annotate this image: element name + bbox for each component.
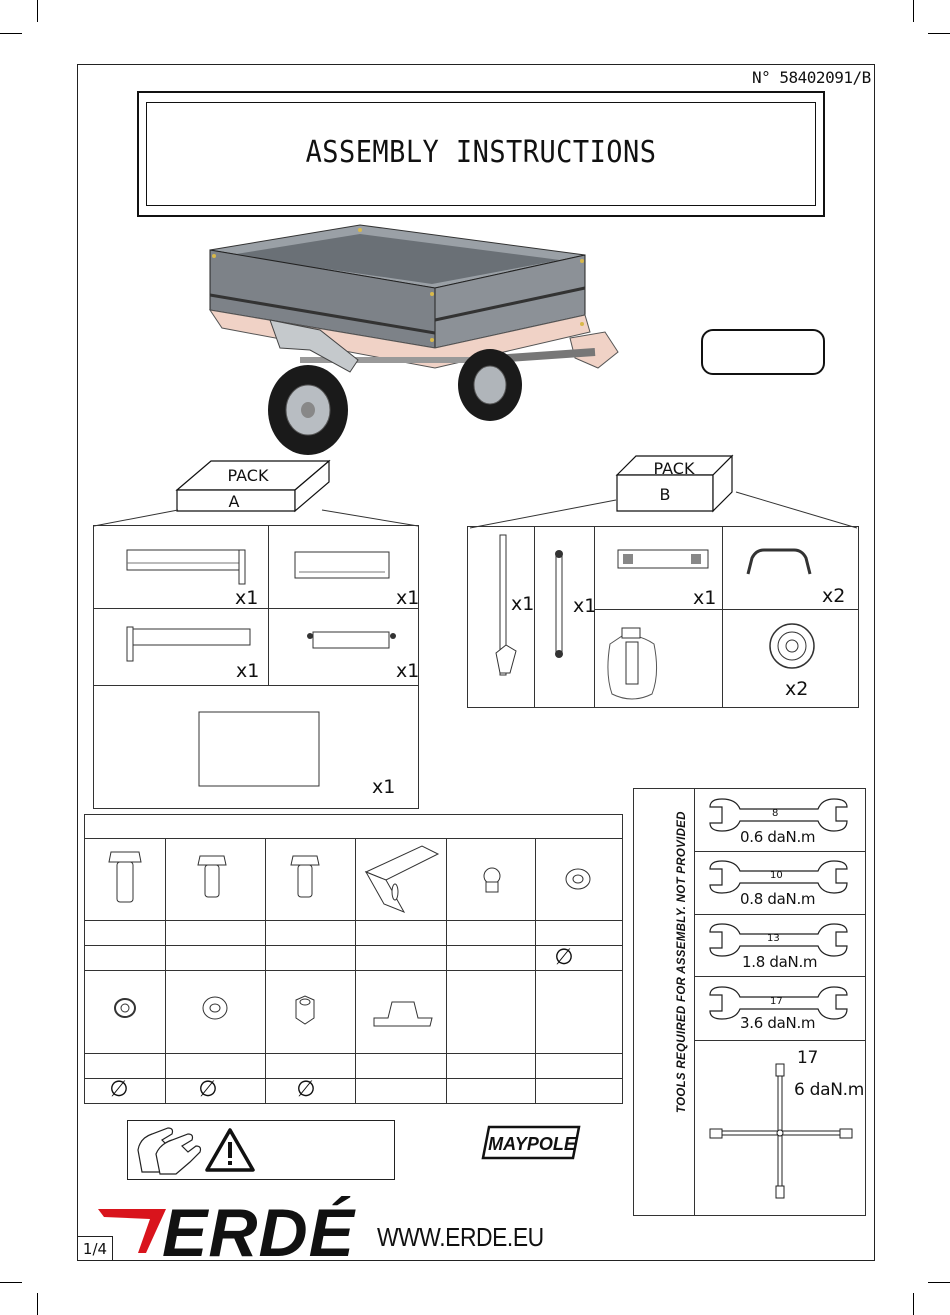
crop-mark [913, 0, 914, 22]
qty-rear-panel: x1 [236, 660, 260, 682]
trailer-illustration [200, 220, 630, 460]
grid-line [268, 525, 269, 685]
bolt-large-icon [105, 848, 145, 908]
floor-panel-part [198, 711, 323, 789]
qty-mudguard-stay: x2 [822, 585, 846, 607]
cross-wrench-torque: 6 daN.m [794, 1080, 865, 1100]
gloves-icon [134, 1124, 204, 1176]
wrench-size-13: 13 [767, 933, 780, 944]
grid-line [355, 838, 356, 1104]
grid-line [694, 976, 866, 977]
spring-washer-icon [112, 996, 138, 1020]
grid-line [534, 526, 535, 708]
qty-wheel: x2 [785, 678, 809, 700]
grid-line [694, 1040, 866, 1041]
page-title: ASSEMBLY INSTRUCTIONS [305, 135, 657, 170]
pack-a-letter: A [228, 492, 240, 511]
document-number: N° 58402091/B [752, 68, 871, 87]
pack-b-callout [466, 490, 861, 530]
flat-washer-icon [200, 994, 230, 1022]
cross-wrench-size: 17 [797, 1048, 819, 1068]
front-panel-part [125, 548, 250, 588]
qty-side-panel: x1 [396, 587, 420, 609]
pack-b-label: PACK [653, 459, 695, 478]
grid-line [93, 685, 419, 686]
crop-mark [0, 1282, 22, 1283]
qty-front-panel: x1 [235, 587, 259, 609]
torque-13: 1.8 daN.m [742, 953, 818, 971]
warning-icon [204, 1127, 256, 1173]
qty-axle-bracket: x1 [573, 595, 597, 617]
pack-a-label: PACK [227, 466, 269, 485]
grid-line [594, 526, 595, 708]
grid-line [594, 609, 859, 610]
page-number: 1/4 [78, 1236, 113, 1261]
light-board-part [617, 548, 712, 572]
grid-line [446, 838, 447, 1104]
grid-line [265, 838, 266, 1104]
torque-17: 3.6 daN.m [740, 1014, 816, 1032]
mudguard-stay-part [744, 544, 814, 579]
nut-small-icon [480, 866, 505, 896]
hex-nut-icon [290, 994, 320, 1026]
grid-line [694, 914, 866, 915]
wrench-size-17: 17 [770, 996, 783, 1007]
grid-line [694, 851, 866, 852]
grid-line [165, 838, 166, 1104]
erde-logo: ERDÉ [162, 1195, 355, 1271]
website-url[interactable]: WWW.ERDE.EU [377, 1222, 544, 1252]
grid-line [722, 526, 723, 708]
tailboard-part [305, 628, 405, 653]
grid-line [535, 838, 536, 1104]
u-clamp-icon [370, 996, 436, 1030]
crop-mark [37, 0, 38, 22]
qty-drawbar: x1 [511, 593, 535, 615]
maypole-text: MAYPOLE [488, 1134, 576, 1154]
crop-mark [928, 1282, 950, 1283]
torque-10: 0.8 daN.m [740, 890, 816, 908]
qty-floor-panel: x1 [372, 776, 396, 798]
diameter-symbol: ∅ [198, 1077, 218, 1102]
diameter-symbol: ∅ [296, 1077, 316, 1102]
maypole-logo [483, 1125, 581, 1160]
washer-icon [564, 866, 592, 892]
hardware-bag-part [600, 614, 665, 704]
angle-bracket-icon [362, 842, 442, 914]
pack-b-letter: B [659, 485, 671, 504]
rear-panel-part [124, 625, 254, 665]
qty-tailboard: x1 [396, 660, 420, 682]
wrench-size-10: 10 [770, 870, 783, 881]
bolt-small-icon [288, 852, 323, 902]
crop-mark [0, 33, 22, 34]
crop-mark [37, 1293, 38, 1315]
crop-mark [928, 33, 950, 34]
side-panel-part [293, 550, 393, 585]
qty-light-board: x1 [693, 587, 717, 609]
torque-8: 0.6 daN.m [740, 828, 816, 846]
tools-heading: TOOLS REQUIRED FOR ASSEMBLY. NOT PROVIDED [676, 811, 688, 1113]
crop-mark [913, 1293, 914, 1315]
grid-line [694, 788, 695, 1216]
diameter-symbol: ∅ [109, 1077, 129, 1102]
wrench-size-8: 8 [772, 808, 779, 819]
diameter-symbol: ∅ [554, 945, 574, 970]
wheel-part [768, 622, 818, 672]
model-label-box [701, 329, 825, 375]
bolt-medium-icon [195, 852, 230, 902]
